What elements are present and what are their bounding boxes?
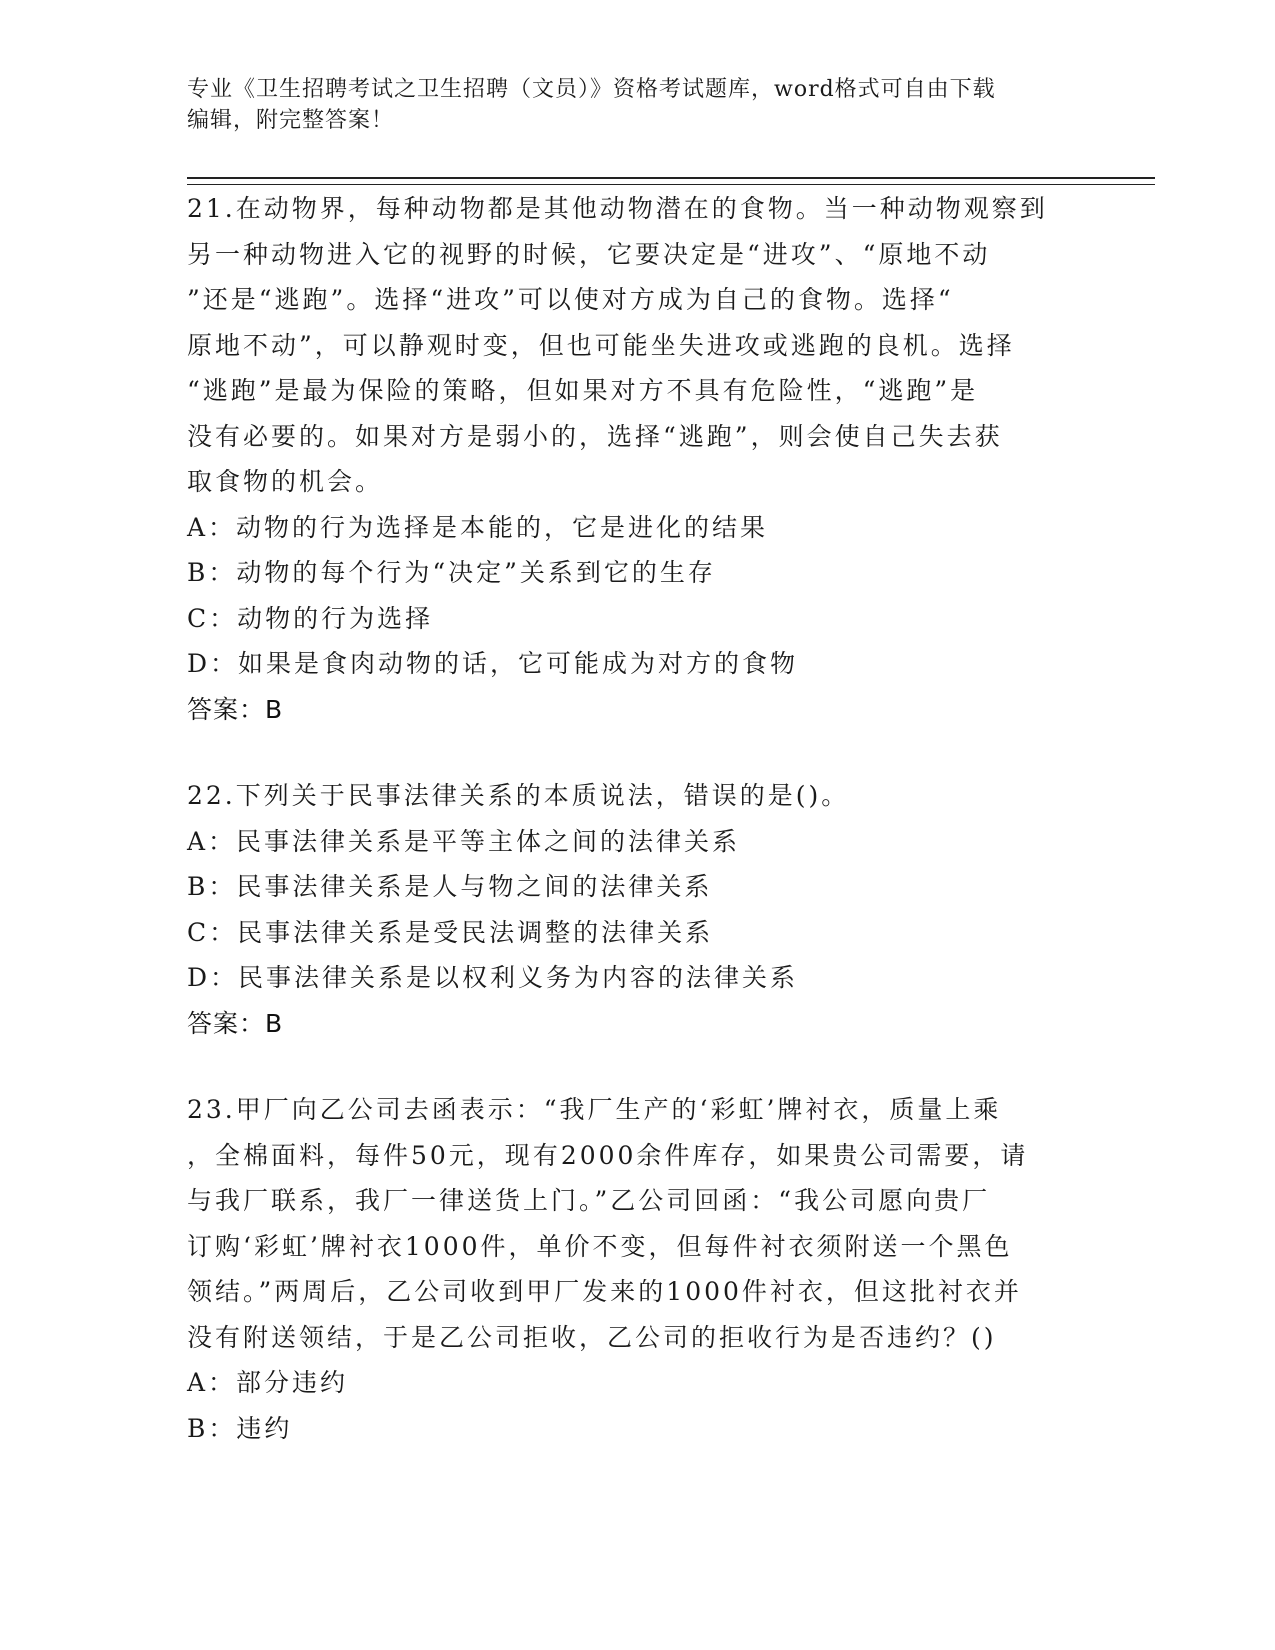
question-stem	[187, 1087, 1087, 1360]
option-a: A：动物的行为选择是本能的，它是进化的结果	[187, 512, 769, 542]
stem-line: “逃跑”是最为保险的策略，但如果对方不具有危险性，“逃跑”是	[187, 376, 979, 405]
question-23	[187, 1087, 1087, 1451]
option-a: A：民事法律关系是平等主体之间的法律关系	[187, 826, 741, 856]
question-list	[187, 186, 1087, 1492]
stem-line: 订购‘彩虹’牌衬衣1000件，单价不变，但每件衬衣须附送一个黑色	[187, 1231, 1013, 1261]
stem-line: ，全棉面料，每件50元，现有2000余件库存，如果贵公司需要，请	[187, 1140, 1029, 1170]
question-21	[187, 186, 1087, 732]
stem-line: 23.甲厂向乙公司去函表示：“我厂生产的‘彩虹’牌衬衣，质量上乘	[187, 1095, 1002, 1124]
document-header	[187, 74, 1077, 136]
stem-line: 没有必要的。如果对方是弱小的，选择“逃跑”，则会使自己失去获	[187, 421, 1003, 451]
header-line-2: 编辑，附完整答案！	[187, 108, 395, 133]
answer-label: 答案：B	[187, 694, 284, 724]
question-22	[187, 773, 1087, 1046]
stem-line: ”还是“逃跑”。选择“进攻”可以使对方成为自己的食物。选择“	[187, 285, 954, 314]
option-d: D：如果是食肉动物的话，它可能成为对方的食物	[187, 649, 799, 678]
stem-line: 与我厂联系，我厂一律送货上门。”乙公司回函：“我公司愿向贵厂	[187, 1186, 991, 1215]
stem-line: 没有附送领结，于是乙公司拒收，乙公司的拒收行为是否违约？()	[187, 1322, 997, 1352]
stem-line: 21.在动物界，每种动物都是其他动物潜在的食物。当一种动物观察到	[187, 194, 1048, 223]
option-b: B：动物的每个行为“决定”关系到它的生存	[187, 558, 716, 587]
option-c: C：动物的行为选择	[187, 603, 434, 633]
header-divider	[187, 177, 1155, 185]
option-b: B：违约	[187, 1413, 293, 1443]
stem-line: 领结。”两周后，乙公司收到甲厂发来的1000件衬衣，但这批衬衣并	[187, 1277, 1022, 1306]
answer-label: 答案：B	[187, 1008, 284, 1038]
stem-line: 22.下列关于民事法律关系的本质说法，错误的是()。	[187, 781, 850, 810]
question-stem	[187, 773, 1087, 819]
question-stem	[187, 186, 1087, 505]
stem-line: 取食物的机会。	[187, 467, 384, 496]
option-a: A：部分违约	[187, 1368, 349, 1397]
option-c: C：民事法律关系是受民法调整的法律关系	[187, 917, 714, 947]
stem-line: 原地不动”，可以静观时变，但也可能坐失进攻或逃跑的良机。选择	[187, 330, 1015, 360]
option-d: D：民事法律关系是以权利义务为内容的法律关系	[187, 963, 799, 992]
option-b: B：民事法律关系是人与物之间的法律关系	[187, 872, 713, 901]
stem-line: 另一种动物进入它的视野的时候，它要决定是“进攻”、“原地不动	[187, 239, 991, 269]
header-line-1: 专业《卫生招聘考试之卫生招聘（文员）》资格考试题库，word格式可自由下载	[187, 77, 996, 102]
